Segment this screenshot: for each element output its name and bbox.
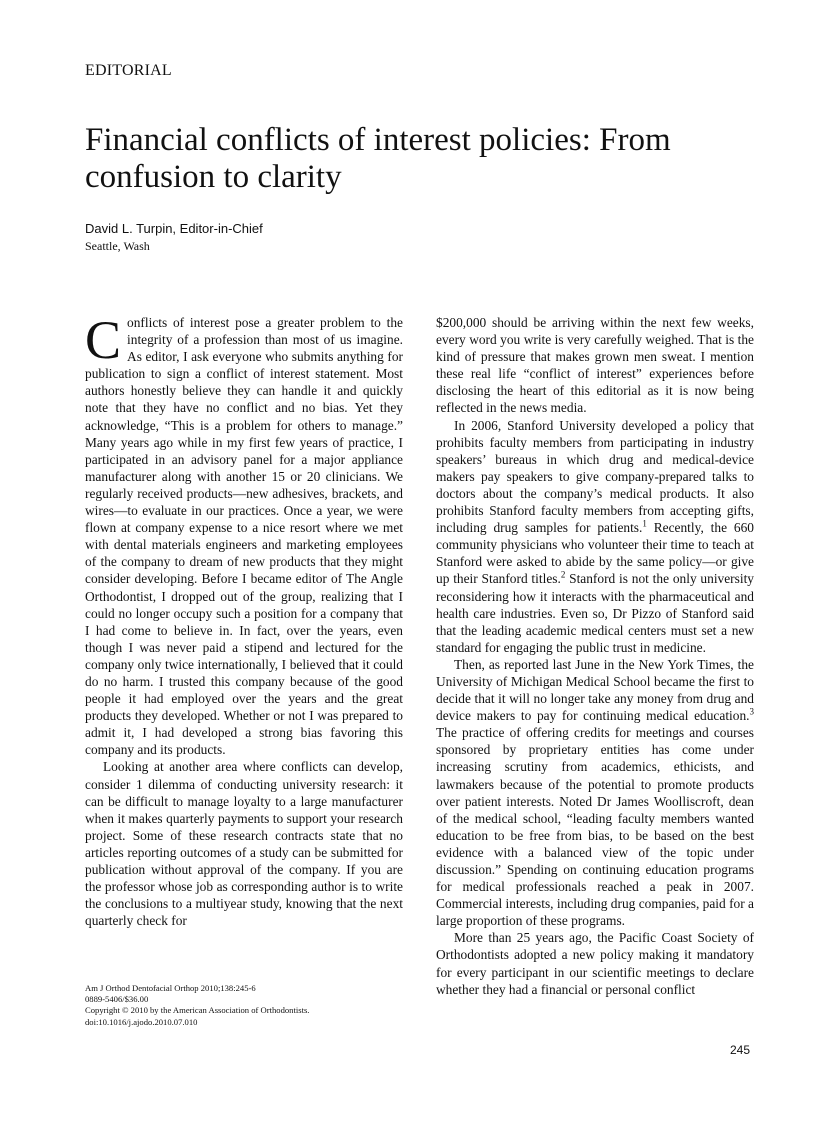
drop-cap: C — [85, 310, 122, 370]
left-column — [85, 310, 403, 929]
journal-citation: Am J Orthod Dentofacial Orthop 2010;138:245-6 — [85, 983, 256, 993]
issn-price: 0889-5406/$36.00 — [85, 994, 149, 1005]
reference-1: 1 — [642, 518, 647, 529]
doi: doi:10.1016/j.ajodo.2010.07.010 — [85, 1016, 198, 1027]
paragraph-pressure: $200,000 should be arriving within the next few weeks, every word you write is very carefully weighed. That is the kind of pressure that makes grown men sweat. I mention these real life “conflict of interest” experiences before disclosing the heart of this editorial as it is now being reflected in the news media. — [436, 315, 754, 416]
article-title: Financial conflicts of interest policies: From confusion to clarity — [85, 122, 671, 195]
copyright-notice: Copyright © 2010 by the American Association of Orthodontists. — [85, 1005, 310, 1016]
right-column — [436, 314, 754, 998]
section-label: EDITORIAL — [85, 62, 172, 79]
reference-3: 3 — [749, 706, 754, 717]
author-location: Seattle, Wash — [85, 239, 150, 253]
page-number: 245 — [730, 1043, 751, 1057]
reference-2: 2 — [560, 569, 566, 580]
paragraph-intro-text: onflicts of interest pose a greater problem to the integrity of a profession than most of us imagine. As editor, I ask everyone who submits anything for publication to sign a conflict of interest statement. Most authors honestly believe they can handle it and quickly note that they have no conflict and no bias. Yet they acknowledge, “This is a problem for others to manage.” Many years ago while in my first few years of practice, I participated in an advisory panel for a major appliance manufacturer along with another 15 or 20 clinicians. We regularly received products—new adhesives, brackets, and wires—to evaluate in our practices. Once a year, we were flown at company expense to a nice resort where we met with dental materials engineers and marketing employees of the company to dream of new products that they might consider developing. Before I became editor of The Angle Orthodontist, I dropped out of the group, realizing that I could no longer occupy such a position for a company that I had come to believe in. In fact, over the years, even though I was never paid a stipend and lectured for the company only twice internationally, I believed that it could do no harm. I trusted this company because of the good people it had employed over the years and the great products they developed. Whether or not I was prepared to admit it, I had developed a strong bias favoring this company and its products. — [85, 315, 403, 758]
paragraph-research-dilemma: Looking at another area where conflicts can develop, consider 1 dilemma of conducting university research: it can be difficult to manage loyalty to a large manufacturer when it makes quarterly payments to support your research project. Some of these research contracts state that no articles reporting outcomes of a study can be submitted for publication without approval of the company. If you are the professor whose job as corresponding author is to write the conclusions to a multiyear study, knowing that the next quarterly check for — [85, 759, 403, 929]
paragraph-intro — [85, 310, 403, 758]
paragraph-michigan: Then, as reported last June in the New York Times, the University of Michigan Medical School became the first to decide that it will no longer take any money from drug and device makers to pay for continuing medical education.$^3$ The practice of offering credits for meetings and courses sponsored by proprietary entities has come under increasing scrutiny from academics, ethicists, and lawmakers because of the potential to promote products over patient interests. Noted Dr James Woolliscroft, dean of the medical school, “leading faculty members wanted education to be free from bias, to be based on the best evidence with a balanced view of the topic under discussion.” Spending on continuing education programs for medical professionals reached a peak in 2007. Commercial interests, including drug companies, paid for a large proportion of these programs. — [436, 656, 754, 929]
paragraph-pcso: More than 25 years ago, the Pacific Coast Society of Orthodontists adopted a new policy making it mandatory for every participant in our scientific meetings to declare whether they had a financial or personal conflict — [436, 930, 754, 997]
paragraph-stanford: In 2006, Stanford University developed a policy that prohibits faculty members from participating in industry speakers’ bureaus in which drug and medical-device makers pay speakers to give company-prepared talks to doctors about the company’s medical products. It also prohibits Stanford faculty members from accepting gifts, including drug samples for patients.$^1$ Recently, the 660 community physicians who volunteer their time to teach at Stanford were asked to abide by the same policy—or give up their Stanford titles.$^2$ Stanford is not the only university reconsidering how it interacts with the pharmaceutical and health care industries. Even so, Dr Pizzo of Stanford said that the leading academic medical centers must set a new standard for engaging the public trust in medicine. — [436, 417, 754, 655]
author-byline: David L. Turpin, Editor-in-Chief — [85, 221, 263, 236]
citation-footnote — [85, 983, 405, 1028]
